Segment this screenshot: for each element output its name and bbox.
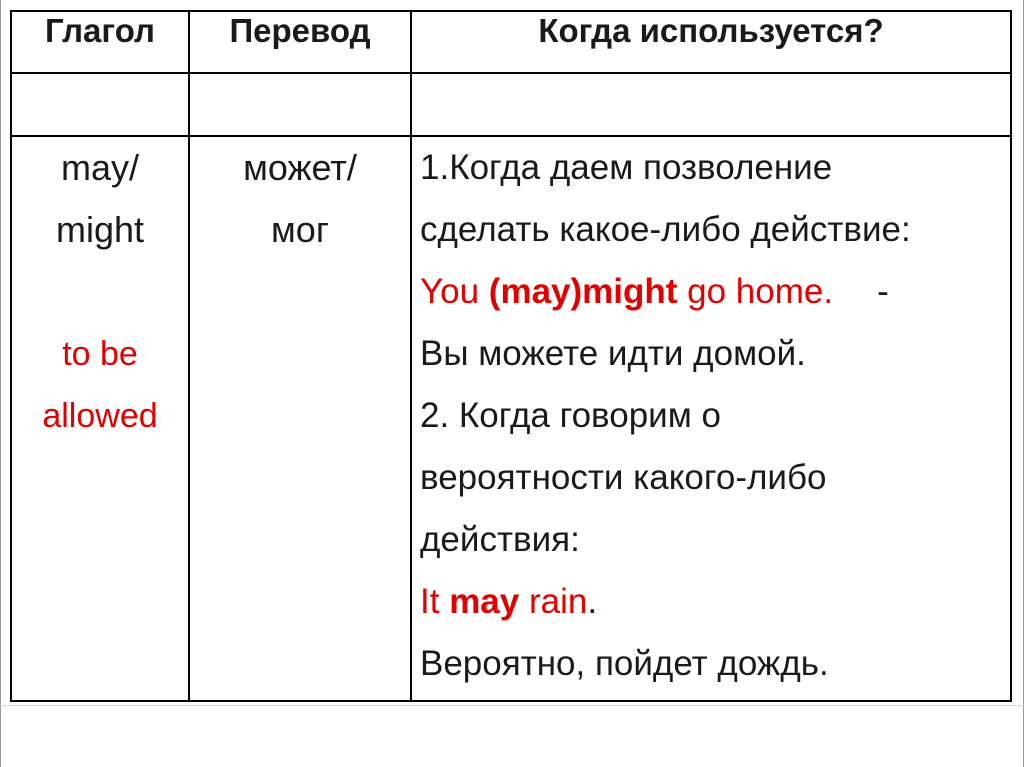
empty-row [11, 73, 1011, 136]
translation-line-2: мог [271, 209, 329, 250]
empty-cell-verb [11, 73, 189, 136]
verb-alt-line-1: to be [62, 335, 138, 373]
translation-cell [189, 136, 411, 701]
usage-rule-2-desc-1: вероятности какого-либо [420, 458, 827, 497]
bottom-rule [0, 705, 1024, 706]
header-verb: Глагол [11, 11, 189, 73]
verb-line-1: may/ [60, 147, 139, 188]
header-usage: Когда используется? [411, 11, 1011, 73]
example-2 [420, 571, 1010, 633]
usage-cell [411, 136, 1011, 701]
example-1-part-c: go home. [677, 272, 834, 311]
usage-rule-1-desc: сделать какое-либо действие: [420, 210, 911, 249]
verb-line-2: might [55, 209, 145, 250]
usage-rule-1-title: 1.Когда даем позволение [420, 148, 833, 187]
grammar-table [10, 10, 1012, 702]
table-row [11, 136, 1011, 701]
verb-alt-line-2: allowed [42, 397, 158, 435]
header-translation: Перевод [189, 11, 411, 73]
usage-rule-2-title: 2. Когда говорим о [420, 396, 721, 435]
verb-spacer [12, 261, 188, 323]
example-2-modal: may [449, 582, 520, 621]
empty-cell-usage [411, 73, 1011, 136]
example-2-translation: Вероятно, пойдет дождь. [420, 644, 829, 683]
translation-line-1: может/ [243, 147, 357, 188]
example-1-modal: (may)might [488, 272, 678, 311]
header-row [11, 11, 1011, 73]
usage-rule-2-desc-2: действия: [420, 520, 580, 559]
empty-cell-translation [189, 73, 411, 136]
example-2-part-a: It [420, 582, 450, 621]
example-1-translation: Вы можете идти домой. [420, 334, 806, 373]
example-1 [420, 261, 1010, 323]
example-1-part-a: You [420, 272, 489, 311]
example-2-period: . [587, 582, 598, 621]
verb-cell [11, 136, 189, 701]
example-1-dash: - [877, 272, 889, 311]
example-2-part-c: rain [519, 582, 588, 621]
